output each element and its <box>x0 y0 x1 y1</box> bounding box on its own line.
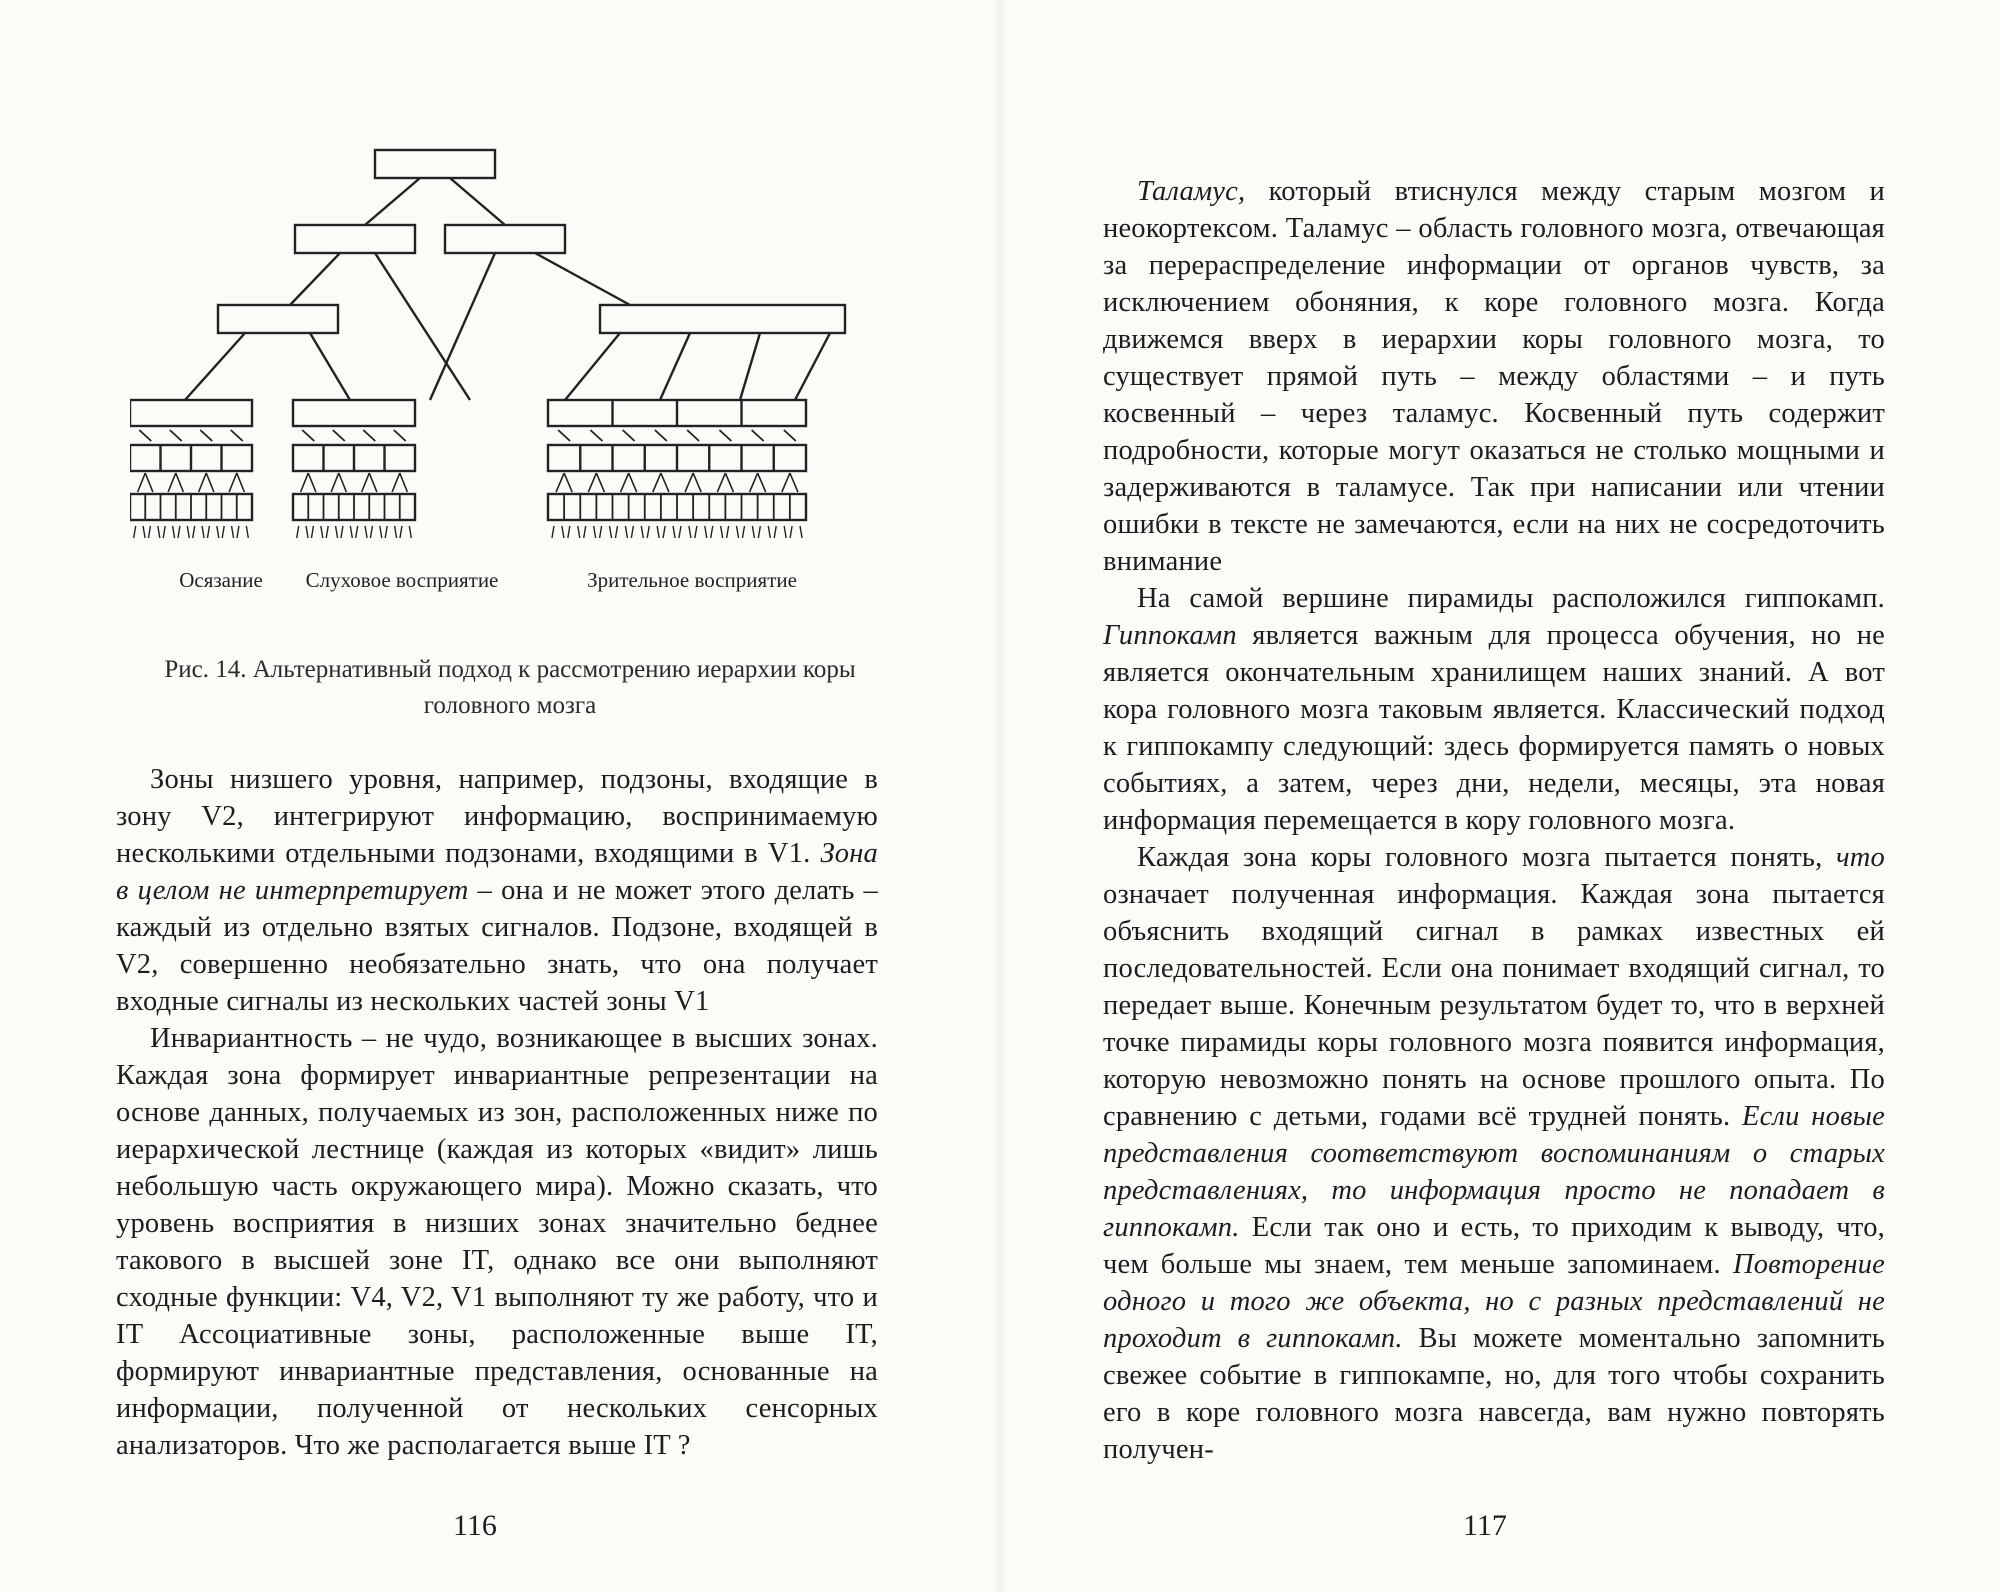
hearing-group-connector <box>302 430 314 441</box>
vision-group-v-connector <box>661 473 669 492</box>
touch-group-connector <box>170 430 182 441</box>
right-p3-italic-3: Повторение одного и того же объекта, но с разных представлений не проходит в гиппокамп. <box>1103 1249 1885 1354</box>
touch-group-v-connector <box>168 473 176 492</box>
vision-group-v-connector <box>693 473 701 492</box>
touch-group-tick <box>178 526 180 538</box>
vision-group-tick <box>641 526 643 538</box>
vision-group-v-connector <box>556 473 564 492</box>
vision-group-tick <box>742 526 744 538</box>
vision-group-tick <box>727 526 729 538</box>
vision-group-tick <box>584 526 586 538</box>
vision-group-tick <box>568 526 570 538</box>
touch-group-connector <box>231 430 243 441</box>
touch-group-tick <box>173 526 175 538</box>
connector-line <box>430 253 495 400</box>
right-body-text <box>1103 173 1885 1468</box>
vision-group-tick <box>695 526 697 538</box>
hearing-group-v-connector <box>369 473 377 492</box>
vision-group-tick <box>721 526 723 538</box>
vision-group-tick <box>758 526 760 538</box>
hearing-group-tick <box>365 526 367 538</box>
touch-group-tick <box>222 526 224 538</box>
vision-group-tick <box>752 526 754 538</box>
hearing-group-tick <box>350 526 352 538</box>
vision-group-v-connector <box>564 473 572 492</box>
right-p3-d: Вы можете моментально запомнить свежее событие в гиппокампе, но, для того чтобы сохранить его в коре головного мозга навсегда, вам нужно повторять получен- <box>1103 1323 1886 1465</box>
touch-group-bar <box>130 400 252 426</box>
vision-group-v-connector <box>790 473 798 492</box>
right-paragraph-3 <box>1103 839 1885 1468</box>
right-p2-italic: Гиппокамп <box>1103 620 1237 651</box>
vision-group-tick <box>610 526 612 538</box>
hearing-group-v-connector <box>331 473 339 492</box>
vision-group-v-connector <box>653 473 661 492</box>
connector-line <box>375 253 470 400</box>
right-p3-b: означает полученная информация. Каждая зона пытается объяснить входящий сигнал в рамках известных ей последовательностей. Если она понимает входящий сигнал, то передает выше. Конечным результатом будет то, что в верхней точке пирамиды коры головного мозга появится информация, которую невозможно понять на основе прошлого опыта. По сравнению с детьми, годами всё трудней понять. <box>1103 879 1885 1132</box>
connector-line <box>290 253 340 305</box>
touch-group-v-connector <box>229 473 237 492</box>
touch-group-tick <box>143 526 145 538</box>
left-body-text <box>116 761 878 1464</box>
vision-group-connector <box>558 430 570 441</box>
vision-group-tick <box>768 526 770 538</box>
right-p1-text: который втиснулся между старым мозгом и неокортексом. Таламус – область головного мозга, отвечающая за перераспределение информации от органов чувств, за исключением обоняния, к коре головного мозга. Когда движемся вверх в иерархии коры головного мозга, то существует прямой путь – между областями – и путь косвенный – через таламус. Косвенный путь содержит подробности, которые могут оказаться не столько мощными и задерживаются в таламусе. Так при написании или чтении ошибки в тексте не замечаются, если на них не сосредоточить внимание <box>1103 176 1885 577</box>
hearing-group-tick <box>336 526 338 538</box>
label-touch: Осязание <box>179 568 263 592</box>
hearing-group-tick <box>395 526 397 538</box>
figure-caption: Рис. 14. Альтернативный подход к рассмотрению иерархии коры головного мозга <box>164 656 856 719</box>
vision-group-v-connector <box>685 473 693 492</box>
right-page <box>1000 0 2000 1592</box>
vision-group-tick <box>800 526 802 538</box>
touch-group-v-connector <box>237 473 245 492</box>
vision-group-v-connector <box>621 473 629 492</box>
hearing-group-connector <box>363 430 375 441</box>
hearing-group-tick <box>380 526 382 538</box>
hearing-group-tick <box>341 526 343 538</box>
vision-group-tick <box>594 526 596 538</box>
touch-group-tick <box>148 526 150 538</box>
vision-group-v-connector <box>717 473 725 492</box>
vision-group-connector <box>687 430 699 441</box>
vision-group-tick <box>663 526 665 538</box>
hearing-group-tick <box>370 526 372 538</box>
label-vision: Зрительное восприятие <box>587 568 797 592</box>
touch-group-tick <box>237 526 239 538</box>
left-p1-tail: – она и не может этого делать – каждый из отдельно взятых сигналов. Подзоне, входящей в V2, совершенно необязательно знать, что она получает входные сигналы из нескольких частей зоны V1 <box>116 875 879 1017</box>
hearing-group-tick <box>409 526 411 538</box>
left-p1-text: Зоны низшего уровня, например, подзоны, входящие в зону V2, интегрируют информацию, воспринимаемую несколькими отдельными подзонами, входящими в V1. <box>116 764 878 869</box>
vision-group-tick <box>673 526 675 538</box>
touch-group-connector <box>139 430 151 441</box>
hearing-group-v-connector <box>400 473 408 492</box>
vision-group-tick <box>615 526 617 538</box>
touch-group-tick <box>246 526 248 538</box>
touch-group-tick <box>202 526 204 538</box>
touch-group-tick <box>217 526 219 538</box>
label-hearing: Слуховое восприятие <box>305 568 499 592</box>
hearing-group-tick <box>321 526 323 538</box>
vision-group-tick <box>711 526 713 538</box>
touch-group-connector <box>200 430 212 441</box>
page-number-right: 117 <box>1463 1509 1507 1542</box>
page-number-left: 116 <box>453 1509 497 1542</box>
vision-group-connector <box>623 430 635 441</box>
hearing-group-bar <box>293 400 415 426</box>
left-paragraph-1 <box>116 761 878 1020</box>
touch-group-tick <box>163 526 165 538</box>
touch-group-tick <box>193 526 195 538</box>
right-paragraph-1 <box>1103 173 1885 580</box>
vision-group-tick <box>689 526 691 538</box>
hearing-group-tick <box>356 526 358 538</box>
hearing-group-v-connector <box>308 473 316 492</box>
hearing-group-tick <box>400 526 402 538</box>
vision-group-connector <box>784 430 796 441</box>
hearing-group-tick <box>311 526 313 538</box>
hearing-group-connector <box>394 430 406 441</box>
right-p3-italic-2: Если новые представления соответствуют воспоминаниям о старых представлениях, то информация просто не попадает в гиппокамп. <box>1103 1101 1885 1243</box>
touch-group-v-connector <box>206 473 214 492</box>
touch-group-v-connector <box>176 473 184 492</box>
left-p1-italic: Зона в целом не интерпретирует <box>116 838 878 906</box>
hearing-group-v-connector <box>392 473 400 492</box>
connector-line <box>450 178 505 225</box>
vision-group-connector <box>655 430 667 441</box>
vision-group-connector <box>752 430 764 441</box>
level3-box-right <box>600 305 845 333</box>
vision-group-tick <box>647 526 649 538</box>
connector-line <box>310 333 350 400</box>
hearing-group-tick <box>326 526 328 538</box>
touch-group-v-connector <box>199 473 207 492</box>
level2-box-right <box>445 225 565 253</box>
touch-group-v-connector <box>145 473 153 492</box>
vision-group-tick <box>774 526 776 538</box>
level3-box-left <box>218 305 338 333</box>
vision-group-v-connector <box>588 473 596 492</box>
vision-group-v-connector <box>750 473 758 492</box>
vision-group-connector <box>590 430 602 441</box>
right-p3-italic-1: что <box>1835 842 1885 873</box>
right-paragraph-2 <box>1103 580 1885 839</box>
touch-group-tick <box>134 526 136 538</box>
hearing-group-v-connector <box>339 473 347 492</box>
hierarchy-diagram-shapes <box>130 150 845 538</box>
top-box <box>375 150 495 178</box>
vision-group-tick <box>631 526 633 538</box>
vision-group-tick <box>679 526 681 538</box>
hearing-group-tick <box>306 526 308 538</box>
connector-line <box>365 178 420 225</box>
connector-line <box>185 333 245 400</box>
vision-group-tick <box>578 526 580 538</box>
touch-group-tick <box>232 526 234 538</box>
right-p3-c: Если так оно и есть, то приходим к выводу, что, чем больше мы знаем, тем меньше запоминаем. <box>1103 1212 1885 1280</box>
hearing-group-v-connector <box>362 473 370 492</box>
vision-group-tick <box>784 526 786 538</box>
right-p3-a: Каждая зона коры головного мозга пытается понять, <box>1137 842 1823 873</box>
vision-group-v-connector <box>629 473 637 492</box>
connector-line <box>795 333 830 400</box>
vision-group-connector <box>719 430 731 441</box>
vision-group-tick <box>625 526 627 538</box>
hearing-group-tick <box>385 526 387 538</box>
connector-line <box>660 333 690 400</box>
vision-group-tick <box>657 526 659 538</box>
left-paragraph-2: Инвариантность – не чудо, возникающее в высших зонах. Каждая зона формирует инвариантные репрезентации на основе данных, получаемых из зон, расположенных ниже по иерархической лестнице (каждая из которых «видит» лишь небольшую часть окружающего мира). Можно сказать, что уровень восприятия в низших зонах значительно беднее такового в высшей зоне IT, однако все они выполняют сходные функции: V4, V2, V1 выполняют ту же работу, что и IT Ассоциативные зоны, расположенные выше IT, формируют инвариантные представления, основанные на информации, полученной от нескольких сенсорных анализаторов. Что же располагается выше IT ? <box>116 1023 878 1461</box>
right-p2-tail: является важным для процесса обучения, но не является окончательным хранилищем наших знаний. А вот кора головного мозга таковым является. Классический подход к гиппокампу следующий: здесь формируется память о новых событиях, а затем, через дни, недели, месяцы, эта новая информация перемещается в кору головного мозга. <box>1103 620 1885 836</box>
vision-group-tick <box>737 526 739 538</box>
connector-line <box>535 253 630 305</box>
vision-group-v-connector <box>725 473 733 492</box>
vision-group-v-connector <box>782 473 790 492</box>
hearing-group-connector <box>333 430 345 441</box>
touch-group-tick <box>207 526 209 538</box>
hierarchy-diagram <box>130 140 890 640</box>
connector-line <box>740 333 760 400</box>
touch-group-tick <box>158 526 160 538</box>
touch-group-v-connector <box>138 473 146 492</box>
book-fold <box>992 0 1008 1592</box>
vision-group-tick <box>790 526 792 538</box>
vision-group-tick <box>552 526 554 538</box>
right-p1-italic: Таламус, <box>1137 176 1246 207</box>
vision-group-tick <box>562 526 564 538</box>
vision-group-v-connector <box>596 473 604 492</box>
vision-group-v-connector <box>758 473 766 492</box>
right-p2-text: На самой вершине пирамиды расположился гиппокамп. <box>1137 583 1885 614</box>
vision-group-tick <box>600 526 602 538</box>
touch-group-tick <box>187 526 189 538</box>
connector-line <box>565 333 620 400</box>
level2-box-left <box>295 225 415 253</box>
hearing-group-tick <box>297 526 299 538</box>
vision-group-tick <box>705 526 707 538</box>
hearing-group-v-connector <box>301 473 309 492</box>
